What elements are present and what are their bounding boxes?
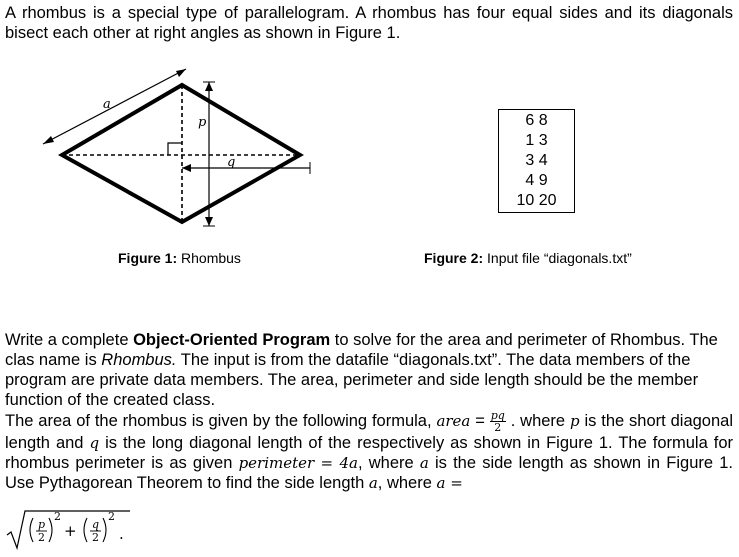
side-a-dimension: [43, 69, 186, 144]
rhombus-diagram: [0, 60, 739, 270]
svg-text:2: 2: [54, 510, 61, 523]
figure2-caption: Figure 2: Input file “diagonals.txt”: [424, 250, 632, 266]
label-q: q: [227, 155, 236, 170]
input-row: 1 3: [525, 132, 548, 149]
label-p: p: [198, 115, 207, 130]
area-label: area: [436, 411, 471, 430]
figure1-caption: Figure 1: Rhombus: [118, 250, 241, 266]
right-angle-marker: [168, 143, 182, 155]
svg-text:.: .: [119, 525, 124, 543]
area-fraction: $\frac{pq}{2}$: [490, 409, 505, 434]
svg-text:2: 2: [38, 531, 45, 544]
rhombus-shape: [62, 85, 300, 222]
side-length-formula: [5, 508, 135, 552]
svg-text:2: 2: [92, 531, 99, 544]
perimeter-label: perimeter: [238, 454, 315, 472]
svg-text:q: q: [92, 518, 100, 531]
body-text: [5, 330, 733, 493]
svg-text:p: p: [38, 518, 46, 531]
paragraph-formulas: The area of the rhombus is given by the following formula, area = $\frac{pq}{2}$ . where p is the short diagonal length and q is the long diagonal length of the respectively as shown in Figure 1. The formula for rhombus perimeter is as given perimeter = 4a, where a is the side length as shown in Figure 1. Use Pythagorean Theorem to find the side length a, where a =: [5, 409, 733, 492]
input-row: 3 4: [525, 152, 548, 169]
input-file-box: [498, 109, 575, 213]
svg-text:2: 2: [108, 510, 115, 523]
intro-paragraph: A rhombus is a special type of parallelogram. A rhombus has four equal sides and its diagonals bisect each other at right angles as shown in Figure 1.: [5, 4, 733, 42]
input-row: 4 9: [525, 172, 548, 189]
label-a: a: [103, 97, 111, 112]
input-row: 10 20: [516, 192, 557, 209]
input-row: 6 8: [525, 112, 548, 129]
svg-text:+: +: [64, 522, 77, 540]
figure-area: [0, 60, 739, 270]
paragraph-instructions: Write a complete Object-Oriented Program to solve for the area and perimeter of Rhombus. The clas name is Rhombus. The input is from the datafile “diagonals.txt”. The data members of the program are private data members. The area, perimeter and side length should be the member function of the created class.: [5, 331, 718, 409]
